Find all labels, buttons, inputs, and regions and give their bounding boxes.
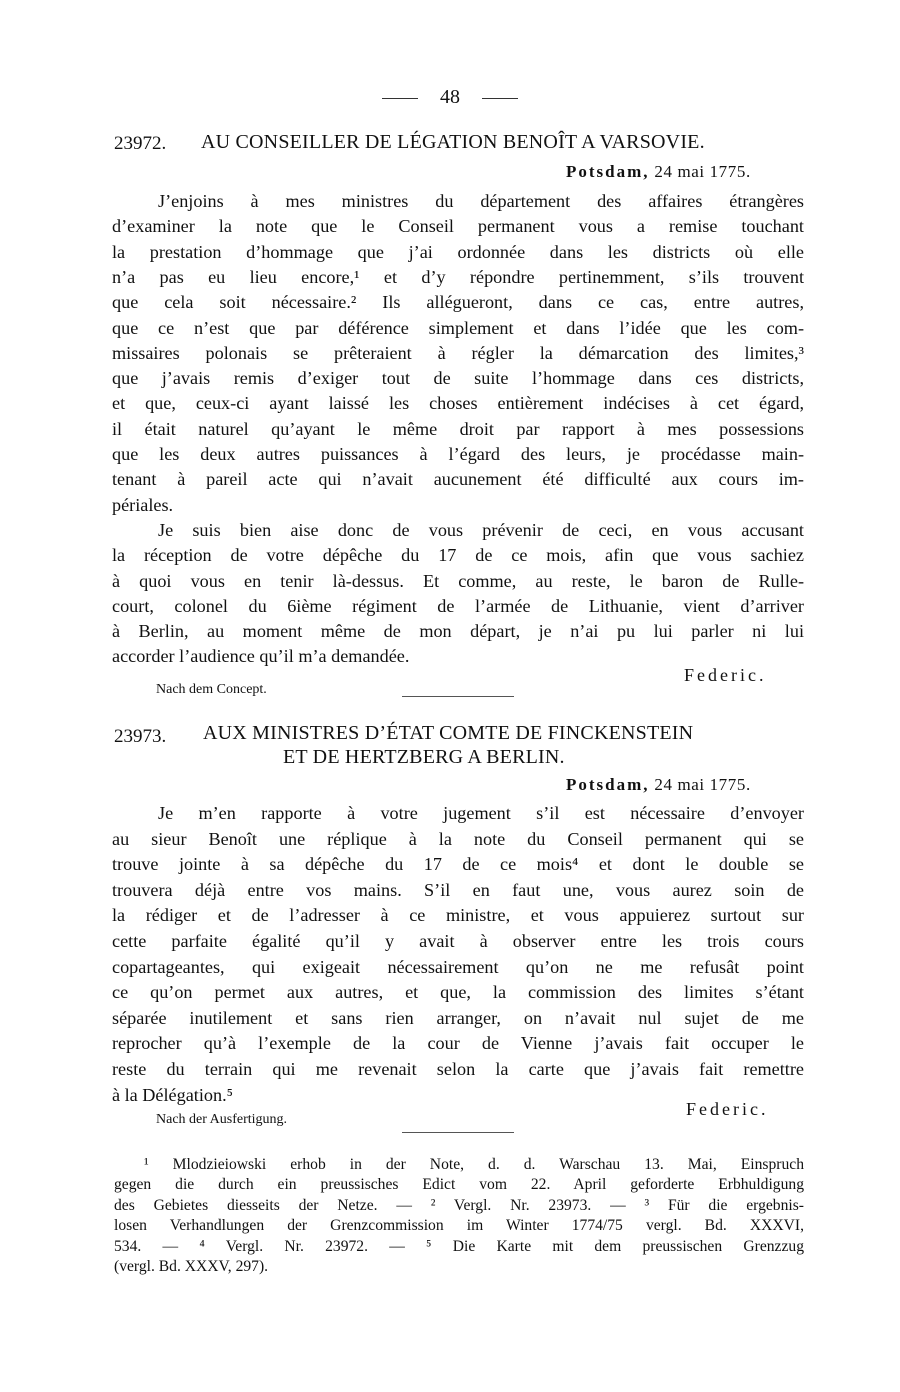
text-line: périales. <box>112 494 174 515</box>
text-line: accorder l’audience qu’il m’a demandée. <box>112 646 410 667</box>
text-line: au sieur Benoît une réplique à la note du Conseil permanent qui se <box>112 828 804 849</box>
footnote-line: gegen die durch ein preussisches Edict vom 22. April geforderte Erbhuldigung <box>114 1176 804 1194</box>
letter-title-line-1: AUX MINISTRES D’ÉTAT COMTE DE FINCKENSTEIN <box>203 722 694 744</box>
signature: Federic. <box>686 1099 769 1119</box>
text-line: que cela soit nécessaire.² Ils allégueront, dans ce cas, entre autres, <box>112 292 804 313</box>
text-line: et que, ceux-ci ayant laissé les choses entièrement indécises à cet égard, <box>112 393 804 414</box>
text-line: la rédiger et de l’adresser à ce ministre, et vous appuierez surtout sur <box>112 905 804 926</box>
text-line: n’a pas eu lieu encore,¹ et d’y répondre pertinemment, s’ils trouvent <box>112 266 804 287</box>
footnote-line: ¹ Mlodzieiowski erhob in der Note, d. d. Warschau 13. Mai, Einspruch <box>144 1156 804 1173</box>
text-line: trouve jointe à sa dépêche du 17 de ce mois⁴ et dont le double se <box>112 854 804 875</box>
text-line: il était naturel qu’ayant le même droit par rapport à mes possessions <box>112 418 804 439</box>
separator-rule <box>402 1132 514 1133</box>
text-line: à la Délégation.⁵ <box>112 1084 233 1105</box>
right-dash <box>482 98 518 99</box>
place-date <box>566 162 751 182</box>
text-line: Je m’en rapporte à votre jugement s’il est nécessaire d’envoyer <box>158 803 804 823</box>
text-line: à quoi vous en tenir là-dessus. Et comme, au reste, le baron de Rulle- <box>112 570 804 591</box>
text-line: reste du terrain qui me revenait selon la carte que j’avais fait remettre <box>112 1059 804 1079</box>
footnote-line: losen Verhandlungen der Grenzcommission im Winter 1774/75 vergl. Bd. XXXVI, <box>114 1217 804 1235</box>
signature: Federic. <box>684 665 767 685</box>
page-number-line <box>0 86 900 109</box>
text-line: trouvera déjà entre vos mains. S’il en faut une, vous aurez soin de <box>112 879 804 900</box>
text-line: la prestation d’hommage que j’ai ordonnée dans les districts où elle <box>112 241 804 262</box>
text-line: ce qu’on permet aux autres, et que, la commission des limites s’étant <box>112 982 804 1003</box>
place-date <box>566 775 751 795</box>
source-note: Nach dem Concept. <box>156 682 267 697</box>
text-line: cette parfaite égalité qu’il y avait à observer entre les trois cours <box>112 931 804 951</box>
text-line: reprocher qu’à l’exemple de la cour de Vienne j’avais fait occuper le <box>112 1033 804 1054</box>
footnote-line: des Gebietes diesseits der Netze. — ² Vergl. Nr. 23973. — ³ Für die ergebnis- <box>114 1196 804 1214</box>
footnote-line: 534. — ⁴ Vergl. Nr. 23972. — ⁵ Die Karte mit dem preussischen Grenzzug <box>114 1237 804 1255</box>
date: 24 mai 1775. <box>654 162 751 181</box>
source-note: Nach der Ausfertigung. <box>156 1112 288 1127</box>
letter-title: AU CONSEILLER DE LÉGATION BENOÎT A VARSOVIE. <box>201 131 705 153</box>
text-line: court, colonel du 6ième régiment de l’armée de Lithuanie, vient d’arriver <box>112 595 804 616</box>
left-dash <box>382 98 418 99</box>
text-line: copartageantes, qui exigeait nécessairement qu’on ne me refusât point <box>112 956 804 977</box>
letter-title-line-2: ET DE HERTZBERG A BERLIN. <box>283 746 565 768</box>
text-line: J’enjoins à mes ministres du département des affaires étrangères <box>158 191 804 211</box>
text-line: que j’avais remis d’exiger tout de suite l’hommage dans ces districts, <box>112 368 804 389</box>
text-line: missaires polonais se prêteraient à régler la démarcation des limites,³ <box>112 342 804 363</box>
text-line: que les deux autres puissances à l’égard des leurs, je procédasse main- <box>112 444 804 464</box>
letter-number: 23972. <box>114 133 167 154</box>
text-line: à Berlin, au moment même de mon départ, je n’ai pu lui parler ni lui <box>112 621 804 642</box>
text-line: séparée inutilement et sans rien arranger, on n’avait nul sujet de me <box>112 1007 804 1028</box>
date: 24 mai 1775. <box>654 775 751 794</box>
place: Potsdam, <box>566 162 650 181</box>
text-line: Je suis bien aise donc de vous prévenir de ceci, en vous accusant <box>158 519 804 540</box>
text-line: tenant à pareil acte qui n’avait aucunement été difficulté aux cours im- <box>112 469 804 490</box>
letter-number: 23973. <box>114 726 167 747</box>
footnote-line: (vergl. Bd. XXXV, 297). <box>114 1258 269 1275</box>
text-line: la réception de votre dépêche du 17 de ce mois, afin que vous sachiez <box>112 545 804 566</box>
text-line: que ce n’est que par déférence simplement et dans l’idée que les com- <box>112 317 804 338</box>
separator-rule <box>402 696 514 697</box>
text-line: d’examiner la note que le Conseil permanent vous a remise touchant <box>112 216 804 237</box>
place: Potsdam, <box>566 775 650 794</box>
page-number: 48 <box>440 86 460 108</box>
